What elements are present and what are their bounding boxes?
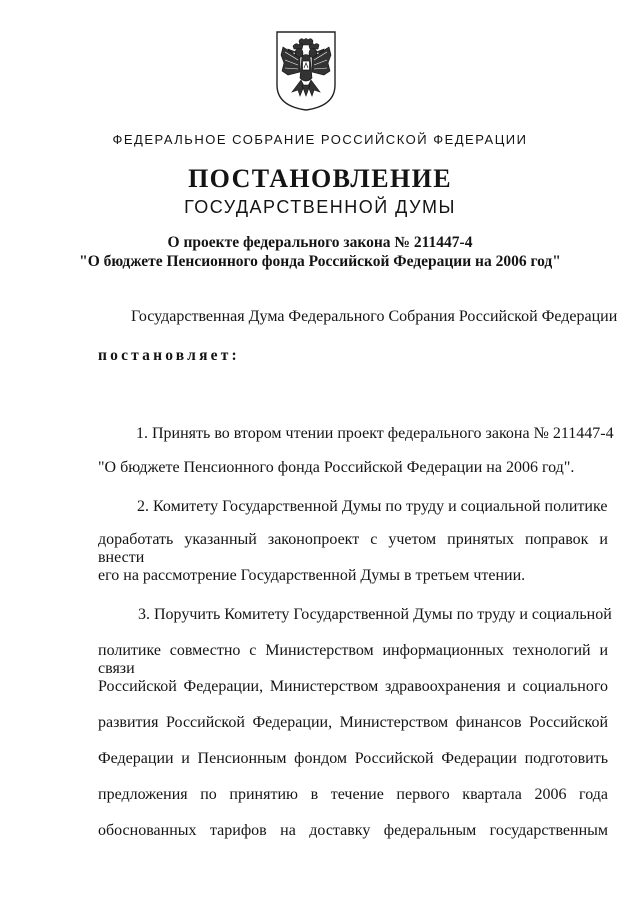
paragraph-line: 3. Поручить Комитету Государственной Думы по труду и социальной (138, 606, 612, 623)
paragraph-line: его на рассмотрение Государственной Думы в третьем чтении. (98, 567, 526, 584)
paragraph-line: развития Российской Федерации, Министерством финансов Российской (98, 714, 608, 731)
subject-line: О проекте федерального закона № 211447-4 (167, 234, 473, 251)
paragraph-line: 2. Комитету Государственной Думы по труду и социальной политике (137, 498, 608, 515)
paragraph-line: "О бюджете Пенсионного фонда Российской Федерации на 2006 год". (98, 459, 575, 476)
issuing-body: ГОСУДАРСТВЕННОЙ ДУМЫ (184, 197, 456, 217)
document-title: ПОСТАНОВЛЕНИЕ (188, 164, 452, 193)
paragraph-line: предложения по принятию в течение первого квартала 2006 года (98, 786, 608, 803)
paragraph-line: обоснованных тарифов на доставку федеральным государственным (98, 822, 608, 839)
preamble: Государственная Дума Федерального Собрания Российской Федерации (131, 308, 618, 325)
paragraph-line: Федерации и Пенсионным фондом Российской Федерации подготовить (98, 750, 608, 767)
russian-coat-of-arms-icon (275, 30, 337, 112)
decree-word: постановляет: (98, 347, 240, 364)
subject-line: "О бюджете Пенсионного фонда Российской Федерации на 2006 год" (79, 253, 561, 270)
paragraph-line: доработать указанный законопроект с учетом принятых поправок и внести (98, 531, 608, 566)
parliament-caption: ФЕДЕРАЛЬНОЕ СОБРАНИЕ РОССИЙСКОЙ ФЕДЕРАЦИИ (112, 132, 528, 147)
paragraph-line: политике совместно с Министерством информационных технологий и связи (98, 642, 608, 677)
paragraph-line: Российской Федерации, Министерством здравоохранения и социального (98, 678, 608, 695)
paragraph-line: 1. Принять во втором чтении проект федерального закона № 211447-4 (136, 425, 614, 442)
